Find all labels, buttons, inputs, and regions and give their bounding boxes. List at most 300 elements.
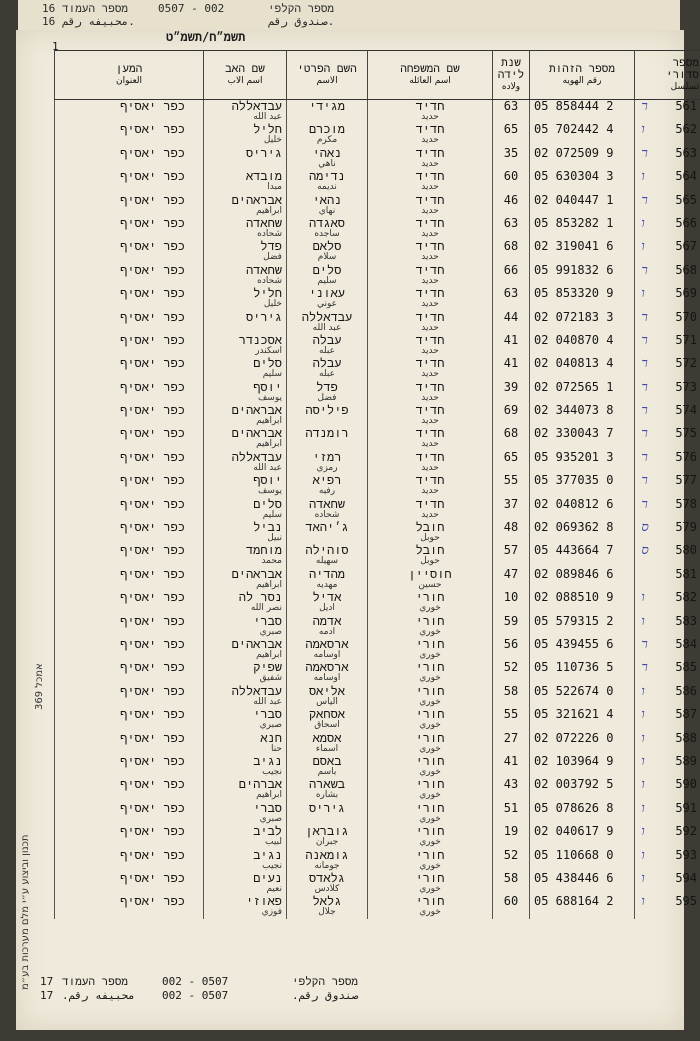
side-code: 369 אמכל (34, 663, 45, 710)
cell-serial: 585ר (635, 661, 700, 684)
table-row (55, 287, 700, 310)
cell-address: כפר יאסיף (55, 732, 204, 755)
cell-address: כפר יאסיף (55, 240, 204, 263)
table-row (55, 170, 700, 193)
cell-first-name: רומנדה (287, 427, 368, 450)
cell-father-name: אברהים ابراهيم (204, 778, 287, 801)
cell-address: כפר יאסיף (55, 755, 204, 778)
cell-serial: 584ר (635, 638, 700, 661)
cell-address: כפר יאסיף (55, 544, 204, 567)
cell-serial: 572ר (635, 357, 700, 380)
cell-father-name: אסכנדר اسكندر (204, 334, 287, 357)
cell-father-name: נסר לה نصر الله (204, 591, 287, 614)
cell-address: כפר יאסיף (55, 638, 204, 661)
handwritten-mark: ו (641, 871, 645, 886)
cell-first-name: ארסאמה اوسامه (287, 638, 368, 661)
cell-serial: 588ו (635, 732, 700, 755)
cell-first-name: פדל فضل (287, 381, 368, 404)
cell-birth-year: 52 (493, 849, 530, 872)
table-row (55, 708, 700, 731)
cell-father-name: סברי صبري (204, 802, 287, 825)
table-row (55, 404, 700, 427)
cell-birth-year: 65 (493, 123, 530, 146)
cell-id-number: 05 110736 5 (530, 661, 635, 684)
cell-first-name: ג׳יהאד (287, 521, 368, 544)
table-row (55, 311, 700, 334)
cell-first-name: באסם باسم (287, 755, 368, 778)
cell-birth-year: 68 (493, 427, 530, 450)
cell-serial: 570ר (635, 311, 700, 334)
cell-id-number: 05 377035 0 (530, 474, 635, 497)
cell-family-name: חורי خوري (368, 708, 493, 731)
cell-father-name: חליל خليل (204, 287, 287, 310)
footer-box-ar-label: صندوق رقم. (292, 989, 359, 1002)
cell-serial: 586ו (635, 685, 700, 708)
cell-first-name: אסחאק اسحاق (287, 708, 368, 731)
side-note (18, 630, 48, 990)
cell-address: כפר יאסיף (55, 427, 204, 450)
cell-family-name: חורי خوري (368, 895, 493, 918)
cell-id-number: 05 321621 4 (530, 708, 635, 731)
handwritten-mark: ו (641, 287, 645, 302)
handwritten-mark: ר (641, 333, 648, 348)
cell-father-name: שחאדה شحاده (204, 217, 287, 240)
cell-father-name: אבראהים ابراهيم (204, 638, 287, 661)
cell-id-number: 02 069362 8 (530, 521, 635, 544)
table-row (55, 661, 700, 684)
cell-id-number: 05 438446 6 (530, 872, 635, 895)
table-row (55, 544, 700, 567)
cell-id-number: 05 702442 4 (530, 123, 635, 146)
cell-first-name: עבדאללה عبد الله (287, 311, 368, 334)
handwritten-mark: ו (641, 754, 645, 769)
page-number: 1 (52, 40, 59, 53)
cell-father-name: אבראהים ابراهيم (204, 194, 287, 217)
cell-birth-year: 65 (493, 451, 530, 474)
cell-family-name: חורי خوري (368, 872, 493, 895)
cell-first-name: עבלה عبله (287, 357, 368, 380)
cell-first-name: שחאדה شحاده (287, 498, 368, 521)
cell-birth-year: 59 (493, 615, 530, 638)
cell-family-name: חדיד حديد (368, 334, 493, 357)
table-row (55, 264, 700, 287)
handwritten-mark: ר (641, 193, 648, 208)
cell-id-number: 05 858444 2 (530, 100, 635, 124)
cell-first-name: סלים سليم (287, 264, 368, 287)
header-first-name: השם הפרטי الاسم (287, 51, 368, 100)
handwritten-mark: ו (641, 731, 645, 746)
cell-first-name: רמזי رمزي (287, 451, 368, 474)
cell-birth-year: 47 (493, 568, 530, 591)
handwritten-mark: ו (641, 240, 645, 255)
cell-family-name: חורי خوري (368, 615, 493, 638)
footer-box-label: מספר הקלפי (292, 975, 359, 988)
cell-id-number: 05 522674 0 (530, 685, 635, 708)
cell-family-name: חורי خوري (368, 778, 493, 801)
cell-serial: 565ר (635, 194, 700, 217)
cell-address: כפר יאסיף (55, 778, 204, 801)
cell-birth-year: 58 (493, 872, 530, 895)
cell-family-name: חדיד حديد (368, 474, 493, 497)
cell-family-name: חורי خوري (368, 732, 493, 755)
cell-father-name: נגיב نجيب (204, 755, 287, 778)
header-birth-year: שנת לידה ولاده (493, 51, 530, 100)
cell-family-name: חדיד حديد (368, 147, 493, 170)
cell-father-name: גיריס (204, 147, 287, 170)
cell-id-number: 02 003792 5 (530, 778, 635, 801)
handwritten-mark: ו (641, 614, 645, 629)
prev-page-num-ar: 16 (42, 15, 56, 28)
cell-first-name: עבלה عبله (287, 334, 368, 357)
cell-id-number: 02 330043 7 (530, 427, 635, 450)
cell-father-name: עבדאללה عبد الله (204, 451, 287, 474)
cell-address: כפר יאסיף (55, 194, 204, 217)
cell-father-name: שפיק شفيق (204, 661, 287, 684)
cell-family-name: חדיד حديد (368, 427, 493, 450)
header-father-name: שם האב اسم الاب (204, 51, 287, 100)
cell-serial: 581 (635, 568, 700, 591)
cell-father-name: אבראהים ابراهيم (204, 404, 287, 427)
cell-birth-year: 63 (493, 217, 530, 240)
handwritten-mark: ר (641, 661, 648, 676)
cell-family-name: חדיד حديد (368, 240, 493, 263)
handwritten-mark: ר (641, 310, 648, 325)
cell-family-name: חורי خوري (368, 638, 493, 661)
cell-first-name: אדיל اديل (287, 591, 368, 614)
cell-family-name: חדיד حديد (368, 404, 493, 427)
cell-address: כפר יאסיף (55, 334, 204, 357)
cell-id-number: 02 319041 6 (530, 240, 635, 263)
handwritten-mark: ר (641, 450, 648, 465)
voter-register-table (54, 50, 700, 919)
cell-serial: 594ו (635, 872, 700, 895)
cell-birth-year: 41 (493, 755, 530, 778)
cell-family-name: חדיד حديد (368, 194, 493, 217)
table-row (55, 732, 700, 755)
cell-address: כפר יאסיף (55, 802, 204, 825)
cell-id-number: 02 072226 0 (530, 732, 635, 755)
prev-page-num-label: מספר העמוד (62, 2, 129, 15)
cell-birth-year: 43 (493, 778, 530, 801)
page-footer (40, 975, 660, 1015)
cell-father-name: סברי صبري (204, 615, 287, 638)
cell-birth-year: 52 (493, 661, 530, 684)
cell-father-name: פאוזי فوزي (204, 895, 287, 918)
header-address: המען العنوان (55, 51, 204, 100)
table-row (55, 498, 700, 521)
handwritten-mark: ר (641, 380, 648, 395)
cell-family-name: חדיד حديد (368, 498, 493, 521)
prev-box-label: מספר הקלפי (268, 2, 335, 15)
cell-serial: 577ר (635, 474, 700, 497)
cell-family-name: חורי خوري (368, 755, 493, 778)
cell-address: כפר יאסיף (55, 708, 204, 731)
cell-father-name: אבראהים ابراهيم (204, 568, 287, 591)
cell-father-name: נעים نعيم (204, 872, 287, 895)
table-row (55, 591, 700, 614)
table-row (55, 100, 700, 124)
cell-father-name: סברי صبري (204, 708, 287, 731)
cell-first-name: נהאי نهاي (287, 194, 368, 217)
prev-page-num-ar-label: محبيفه رقم. (62, 15, 135, 28)
cell-first-name: סוהילה سهيله (287, 544, 368, 567)
cell-family-name: חדיד حديد (368, 217, 493, 240)
cell-first-name: מוכרם مكرم (287, 123, 368, 146)
cell-serial: 595ו (635, 895, 700, 918)
handwritten-mark: ו (641, 170, 645, 185)
footer-box-number-ar: 0507 - 002 (162, 989, 229, 1002)
footer-page-num: 17 (40, 975, 54, 988)
table-row (55, 240, 700, 263)
cell-id-number: 02 040870 4 (530, 334, 635, 357)
cell-address: כפר יאסיף (55, 568, 204, 591)
cell-family-name: חורי خوري (368, 661, 493, 684)
handwritten-mark: ר (641, 263, 648, 278)
table-row (55, 685, 700, 708)
handwritten-mark: ו (641, 684, 645, 699)
cell-id-number: 05 110668 0 (530, 849, 635, 872)
cell-birth-year: 63 (493, 287, 530, 310)
cell-id-number: 05 078626 8 (530, 802, 635, 825)
handwritten-mark: ר (641, 99, 648, 114)
header-id: מספר הזהות رقم الهويه (530, 51, 635, 100)
cell-address: כפר יאסיף (55, 287, 204, 310)
cell-id-number: 02 072509 9 (530, 147, 635, 170)
cell-id-number: 02 040617 9 (530, 825, 635, 848)
cell-first-name: סלאם سلام (287, 240, 368, 263)
cell-birth-year: 44 (493, 311, 530, 334)
table-row (55, 521, 700, 544)
cell-father-name: מוחמד محمد (204, 544, 287, 567)
cell-id-number: 05 853320 9 (530, 287, 635, 310)
cell-birth-year: 60 (493, 895, 530, 918)
cell-address: כפר יאסיף (55, 217, 204, 240)
cell-father-name: יוסף يوسف (204, 381, 287, 404)
cell-id-number: 05 439455 6 (530, 638, 635, 661)
cell-address: כפר יאסיף (55, 264, 204, 287)
handwritten-mark: ר (641, 146, 648, 161)
cell-id-number: 02 344073 8 (530, 404, 635, 427)
register-page (16, 30, 699, 1030)
cell-birth-year: 19 (493, 825, 530, 848)
cell-first-name: אדמה ادمه (287, 615, 368, 638)
cell-id-number: 05 991832 6 (530, 264, 635, 287)
prev-box-ar-label: صندوق رقم. (268, 15, 335, 28)
table-row (55, 427, 700, 450)
cell-address: כפר יאסיף (55, 849, 204, 872)
table-row (55, 755, 700, 778)
cell-serial: 580ס (635, 544, 700, 567)
footer-page-num-ar-label: محبيفه رقم. (62, 989, 135, 1002)
handwritten-mark: ס (641, 521, 649, 536)
cell-id-number: 02 088510 9 (530, 591, 635, 614)
cell-family-name: חדיד حديد (368, 170, 493, 193)
handwritten-mark: ר (641, 427, 648, 442)
cell-family-name: חדיד حديد (368, 264, 493, 287)
cell-serial: 592ו (635, 825, 700, 848)
cell-father-name: אבראהים ابراهيم (204, 427, 287, 450)
cell-first-name: גלאדס كلادس (287, 872, 368, 895)
handwritten-mark: ר (641, 497, 648, 512)
handwritten-mark: ו (641, 123, 645, 138)
cell-address: כפר יאסיף (55, 451, 204, 474)
table-row (55, 194, 700, 217)
cell-serial: 575ר (635, 427, 700, 450)
cell-father-name: יוסף يوسف (204, 474, 287, 497)
cell-id-number: 02 089846 6 (530, 568, 635, 591)
cell-family-name: חורי خوري (368, 802, 493, 825)
handwritten-mark: ו (641, 591, 645, 606)
cell-family-name: חורי خوري (368, 849, 493, 872)
cell-birth-year: 56 (493, 638, 530, 661)
cell-first-name: מגידי (287, 100, 368, 124)
cell-id-number: 02 103964 9 (530, 755, 635, 778)
cell-birth-year: 68 (493, 240, 530, 263)
table-row (55, 381, 700, 404)
handwritten-mark: ו (641, 848, 645, 863)
cell-address: כפר יאסיף (55, 825, 204, 848)
prev-box-number: 0507 - 002 (158, 2, 225, 15)
header-family-name: שם המשפחה اسم العائله (368, 51, 493, 100)
footer-page-num-ar: 17 (40, 989, 54, 1002)
cell-birth-year: 48 (493, 521, 530, 544)
cell-serial: 573ר (635, 381, 700, 404)
cell-family-name: חדיד حديد (368, 451, 493, 474)
cell-serial: 591ו (635, 802, 700, 825)
cell-address: כפר יאסיף (55, 311, 204, 334)
table-row (55, 895, 700, 918)
cell-id-number: 05 853282 1 (530, 217, 635, 240)
cell-first-name: נאהי ناهي (287, 147, 368, 170)
cell-family-name: חדיד حديد (368, 123, 493, 146)
cell-first-name: נדימה نديمه (287, 170, 368, 193)
cell-father-name: גיריס (204, 311, 287, 334)
cell-birth-year: 63 (493, 100, 530, 124)
cell-first-name: פיליסה (287, 404, 368, 427)
cell-serial: 564ו (635, 170, 700, 193)
handwritten-mark: ר (641, 357, 648, 372)
cell-id-number: 05 935201 3 (530, 451, 635, 474)
table-row (55, 778, 700, 801)
cell-family-name: חוסיין حسين (368, 568, 493, 591)
cell-first-name: גלאל جلال (287, 895, 368, 918)
cell-serial: 576ר (635, 451, 700, 474)
cell-first-name: בשארה بشاره (287, 778, 368, 801)
table-row (55, 357, 700, 380)
handwritten-mark: ו (641, 825, 645, 840)
cell-father-name: עבדאללה عبد الله (204, 685, 287, 708)
year-line: תשמ״ח/תשמ״ט (166, 30, 246, 44)
cell-address: כפר יאסיף (55, 357, 204, 380)
handwritten-mark: ס (641, 544, 649, 559)
cell-father-name: לביב لبيب (204, 825, 287, 848)
cell-birth-year: 41 (493, 357, 530, 380)
cell-id-number: 02 040812 6 (530, 498, 635, 521)
cell-family-name: חדיד حديد (368, 100, 493, 124)
cell-id-number: 02 072183 3 (530, 311, 635, 334)
table-row (55, 123, 700, 146)
cell-serial: 568ר (635, 264, 700, 287)
table-row (55, 825, 700, 848)
cell-address: כפר יאסיף (55, 685, 204, 708)
cell-id-number: 02 040813 4 (530, 357, 635, 380)
footer-page-num-label: מספר העמוד (62, 975, 129, 988)
cell-father-name: חליל خليل (204, 123, 287, 146)
cell-serial: 587ו (635, 708, 700, 731)
prev-page-num: 16 (42, 2, 56, 15)
cell-father-name: שחאדה شحاده (204, 264, 287, 287)
cell-first-name: אסמא اسماء (287, 732, 368, 755)
cell-serial: 567ו (635, 240, 700, 263)
cell-address: כפר יאסיף (55, 615, 204, 638)
cell-first-name: רפיא رفيه (287, 474, 368, 497)
cell-birth-year: 39 (493, 381, 530, 404)
cell-address: כפר יאסיף (55, 123, 204, 146)
cell-serial: 593ו (635, 849, 700, 872)
cell-family-name: חדיד حديد (368, 381, 493, 404)
cell-serial: 563ר (635, 147, 700, 170)
cell-birth-year: 55 (493, 474, 530, 497)
cell-family-name: חדיד حديد (368, 357, 493, 380)
handwritten-mark: ו (641, 895, 645, 910)
cell-first-name: אליאס الياس (287, 685, 368, 708)
cell-address: כפר יאסיף (55, 147, 204, 170)
table-row (55, 872, 700, 895)
cell-birth-year: 58 (493, 685, 530, 708)
cell-birth-year: 51 (493, 802, 530, 825)
cell-birth-year: 66 (493, 264, 530, 287)
table-row (55, 334, 700, 357)
cell-address: כפר יאסיף (55, 404, 204, 427)
cell-serial: 579ס (635, 521, 700, 544)
table-row (55, 451, 700, 474)
cell-birth-year: 10 (493, 591, 530, 614)
cell-serial: 578ר (635, 498, 700, 521)
cell-family-name: חדיד حديد (368, 311, 493, 334)
handwritten-mark: ר (641, 474, 648, 489)
previous-page-strip (18, 0, 680, 31)
cell-id-number: 02 040447 1 (530, 194, 635, 217)
footer-box-number: 0507 - 002 (162, 975, 229, 988)
cell-address: כפר יאסיף (55, 872, 204, 895)
cell-id-number: 05 688164 2 (530, 895, 635, 918)
cell-birth-year: 46 (493, 194, 530, 217)
cell-first-name: ארסאמה اوسامه (287, 661, 368, 684)
cell-serial: 561ר (635, 100, 700, 124)
cell-father-name: סלים سليم (204, 498, 287, 521)
cell-id-number: 05 443664 7 (530, 544, 635, 567)
table-row (55, 568, 700, 591)
side-note-text: תכנון וביצוע ע״י מלם מערכות בע״מ (20, 834, 31, 990)
table-row (55, 474, 700, 497)
handwritten-mark: ו (641, 801, 645, 816)
cell-id-number: 02 072565 1 (530, 381, 635, 404)
cell-birth-year: 69 (493, 404, 530, 427)
table-row (55, 849, 700, 872)
cell-first-name: גובראן جبران (287, 825, 368, 848)
cell-serial: 569ו (635, 287, 700, 310)
cell-father-name: עבדאללה عبد الله (204, 100, 287, 124)
cell-birth-year: 27 (493, 732, 530, 755)
header-serial: מספר סדורי تسلسل (635, 51, 700, 100)
cell-father-name: מובדא مبدا (204, 170, 287, 193)
cell-birth-year: 37 (493, 498, 530, 521)
cell-address: כפר יאסיף (55, 591, 204, 614)
table-row (55, 147, 700, 170)
cell-address: כפר יאסיף (55, 895, 204, 918)
cell-birth-year: 57 (493, 544, 530, 567)
handwritten-mark: ו (641, 216, 645, 231)
